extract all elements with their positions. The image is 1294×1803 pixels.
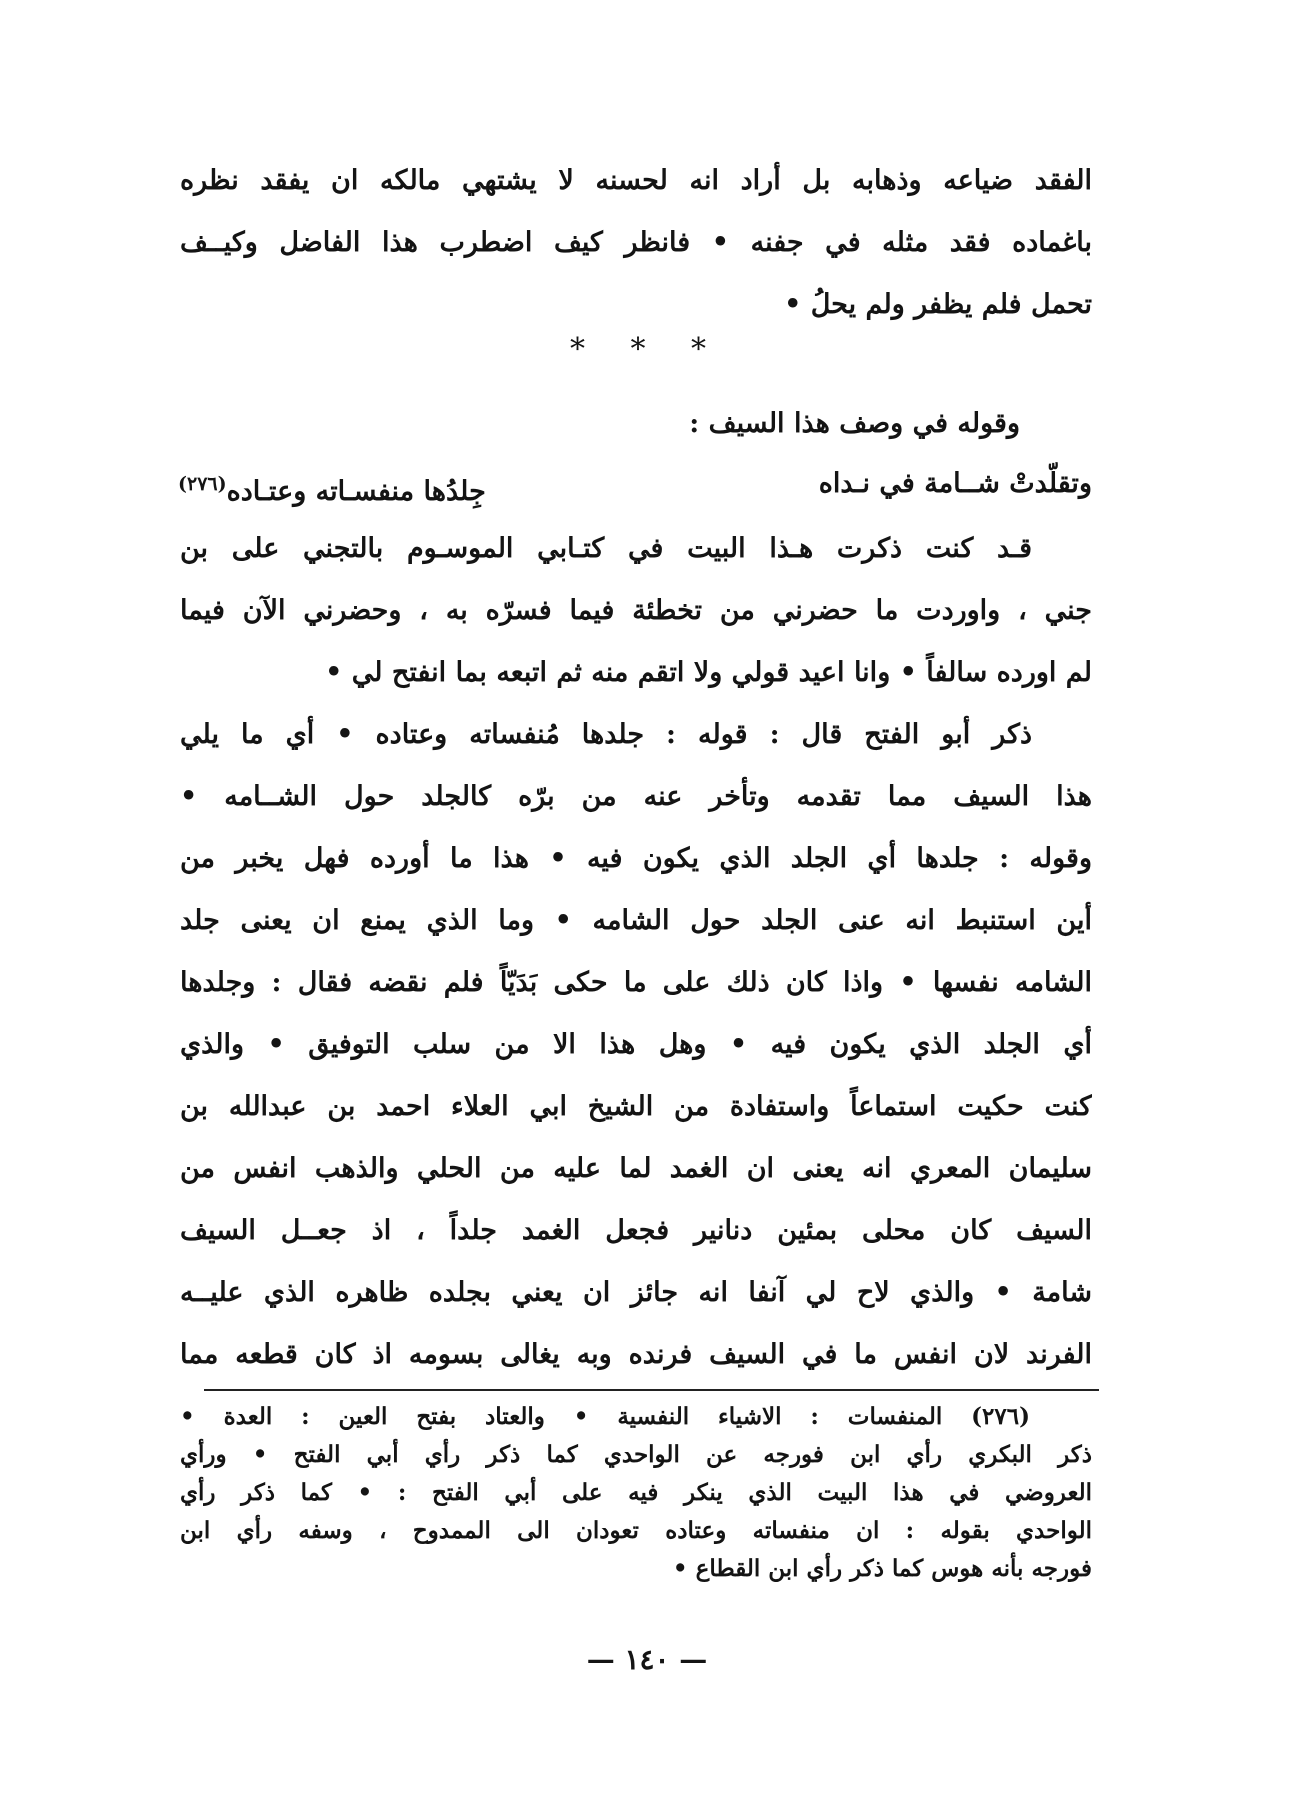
text-line: الفقد ضياعه وذهابه بل أراد انه لحسنه لا يشتهي مالكه ان يفقد نظره (180, 165, 1092, 196)
footnote-line: (٢٧٦) المنفسات : الاشياء النفسية • والعتاد بفتح العين : العدة • (180, 1403, 1030, 1430)
text-line: هذا السيف مما تقدمه وتأخر عنه من برّه كالجلد حول الشــامه • (180, 781, 1092, 812)
text-line: شامة • والذي لاح لي آنفا انه جائز ان يعني بجلده ظاهره الذي عليــه (180, 1277, 1092, 1308)
text-line: أي الجلد الذي يكون فيه • وهل هذا الا من سلب التوفيق • والذي (180, 1029, 1092, 1060)
footnote-line: العروضي في هذا البيت الذي ينكر فيه على أبي الفتح : • كما ذكر رأي (180, 1479, 1092, 1506)
footnote-divider (204, 1389, 1099, 1391)
text-line: ذكر أبو الفتح قال : قوله : جلدها مُنفساته وعتاده • أي ما يلي (180, 719, 1032, 750)
verse-second-half-group (178, 456, 486, 520)
verse-second-half: جِلدُها منفسـاته وعتـاده (226, 476, 486, 507)
verse-intro: وقوله في وصف هذا السيف : (689, 408, 1020, 439)
poetry-verse (178, 456, 1092, 520)
text-line: أين استنبط انه عنى الجلد حول الشامه • وما الذي يمنع ان يعنى جلد (180, 905, 1092, 936)
text-line: وقوله : جلدها أي الجلد الذي يكون فيه • هذا ما أورده فهل يخبر من (180, 843, 1092, 874)
text-line: جني ، واوردت ما حضرني من تخطئة فيما فسرّه به ، وحضرني الآن فيما (180, 595, 1092, 626)
text-line: لم اورده سالفاً • وانا اعيد قولي ولا اتقم منه ثم اتبعه بما انفتح لي • (325, 657, 1092, 688)
footnote-line: ذكر البكري رأي ابن فورجه عن الواحدي كما ذكر رأي أبي الفتح • ورأي (180, 1441, 1092, 1468)
text-line: الشامه نفسها • واذا كان ذلك على ما حكى بَدَيّاً فلم نقضه فقال : وجلدها (180, 967, 1092, 998)
footnote-reference: (٢٧٦) (178, 473, 227, 495)
text-line: الفرند لان انفس ما في السيف فرنده وبه يغالى بسومه اذ كان قطعه مما (180, 1339, 1092, 1370)
text-line: باغماده فقد مثله في جفنه • فانظر كيف اضطرب هذا الفاضل وكيــف (180, 227, 1092, 258)
text-line: كنت حكيت استماعاً واستفادة من الشيخ ابي العلاء احمد بن عبدالله بن (180, 1091, 1092, 1122)
verse-first-half: وتقلّدتْ شــامة في نـداه (818, 468, 1092, 499)
top-paragraph (180, 150, 1092, 336)
text-line: سليمان المعري انه يعنى ان الغمد لما عليه من الحلي والذهب انفس من (180, 1153, 1092, 1184)
section-separator: * * * (569, 332, 725, 367)
page-number: — ١٤٠ — (586, 1643, 708, 1676)
footnotes (180, 1398, 1092, 1588)
commentary-paragraph (180, 518, 1092, 1386)
text-line: قـد كنت ذكرت هـذا البيت في كتـابي الموسـوم بالتجني على بن (180, 533, 1032, 564)
text-line: السيف كان محلى بمئين دنانير فجعل الغمد جلداً ، اذ جعــل السيف (180, 1215, 1092, 1246)
footnote-line: فورجه بأنه هوس كما ذكر رأي ابن القطاع • (672, 1555, 1092, 1582)
footnote-line: الواحدي بقوله : ان منفساته وعتاده تعودان الى الممدوح ، وسفه رأي ابن (180, 1517, 1092, 1544)
text-line: تحمل فلم يظفر ولم يحلُ • (784, 289, 1092, 320)
